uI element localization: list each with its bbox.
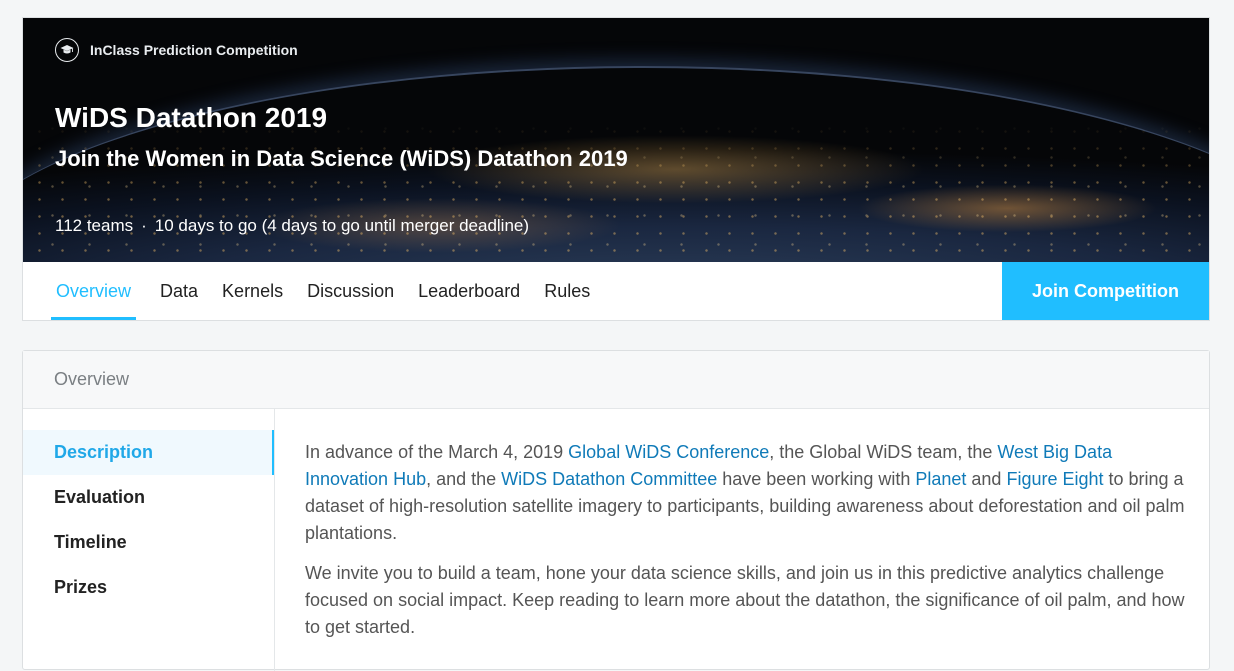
tab-rules[interactable]: Rules: [544, 280, 591, 301]
graduation-cap-icon: [55, 38, 79, 62]
link-figure-eight[interactable]: Figure Eight: [1006, 469, 1104, 489]
tab-data[interactable]: Data: [160, 280, 199, 301]
description-content: [305, 439, 1185, 654]
description-paragraph-2: We invite you to build a team, hone your data science skills, and join us in this predictive analytics challenge focused on social impact. Keep reading to learn more about the datathon, the significance of oil palm, and how to get started.: [305, 563, 1185, 637]
team-count: 112 teams: [55, 216, 134, 235]
side-nav-description[interactable]: Description: [23, 430, 274, 475]
competition-header: [22, 17, 1210, 321]
competition-title: WiDS Datathon 2019: [55, 102, 328, 133]
competition-meta: [55, 216, 529, 236]
link-global-wids-conference[interactable]: Global WiDS Conference: [568, 442, 770, 462]
text: , and the: [426, 469, 502, 489]
banner-image: [23, 18, 1209, 262]
side-nav-timeline[interactable]: Timeline: [54, 532, 127, 552]
competition-type: [55, 38, 298, 62]
link-west-big-data-hub[interactable]: West Big Data Innovation Hub: [305, 442, 1113, 489]
link-wids-datathon-committee[interactable]: WiDS Datathon Committee: [501, 469, 718, 489]
overview-header: Overview: [23, 351, 1209, 409]
deadline-info: 10 days to go (4 days to go until merger deadline): [154, 216, 530, 235]
description-paragraph-1: [305, 439, 1185, 547]
tab-leaderboard[interactable]: Leaderboard: [418, 280, 521, 301]
side-nav-prizes[interactable]: Prizes: [54, 577, 108, 597]
overview-panel: [22, 350, 1210, 670]
tab-kernels[interactable]: Kernels: [222, 280, 284, 301]
join-competition-button[interactable]: Join Competition: [1002, 262, 1209, 320]
competition-subtitle: Join the Women in Data Science (WiDS) Datathon 2019: [55, 146, 628, 171]
tab-overview[interactable]: Overview: [51, 262, 136, 320]
meta-separator: ·: [141, 216, 147, 235]
competition-tabs: [23, 262, 1003, 320]
text: have been working with: [717, 469, 916, 489]
side-nav-evaluation[interactable]: Evaluation: [54, 487, 146, 507]
text: In advance of the March 4, 2019: [305, 442, 569, 462]
competition-type-label: InClass Prediction Competition: [90, 42, 298, 58]
link-planet[interactable]: Planet: [915, 469, 967, 489]
text: and: [966, 469, 1007, 489]
text: , the Global WiDS team, the: [769, 442, 998, 462]
text: to bring a dataset of high-resolution satellite imagery to participants, building awareness about deforestation and oil palm plantations.: [305, 469, 1185, 543]
overview-side-nav: [23, 409, 275, 671]
tab-discussion[interactable]: Discussion: [307, 280, 395, 301]
